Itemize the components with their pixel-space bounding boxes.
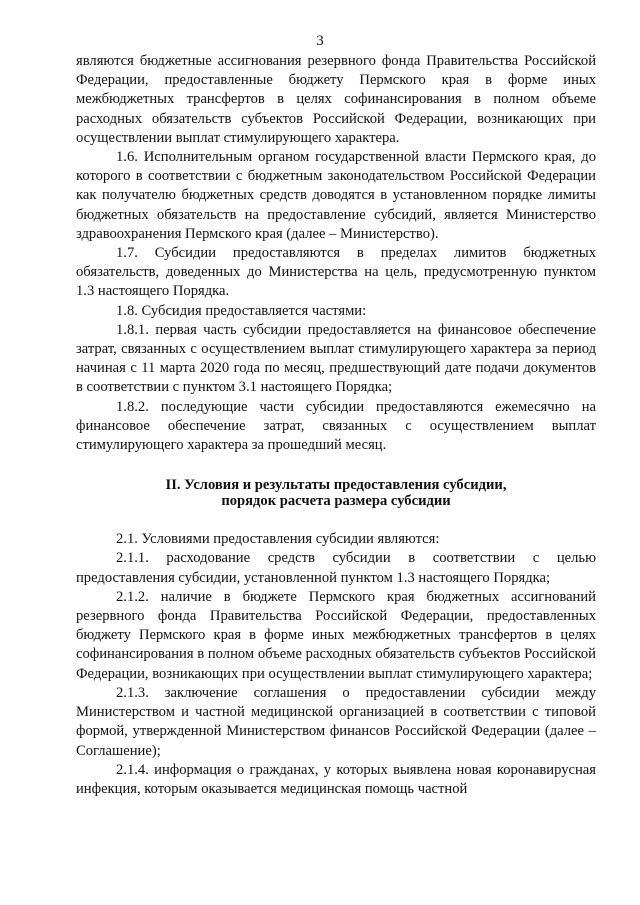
paragraph-continuation: являются бюджетные ассигнования резервного фонда Правительства Российской Федерации, предоставленные бюджету Пермского края в форме иных межбюджетных трансфертов в целях софинансирования в полном объеме расходных обязательств субъектов Российской Федерации, возникающих при осуществлении выплат стимулирующего характера. <box>76 53 596 146</box>
paragraph-2-1: 2.1. Условиями предоставления субсидии являются: <box>116 531 440 548</box>
paragraph-1-7: 1.7. Субсидии предоставляются в пределах лимитов бюджетных обязательств, доведенных до Министерства на цель, предусмотренную пунктом 1.3 настоящего Порядка. <box>76 245 596 300</box>
section-heading <box>76 477 596 509</box>
paragraph-1-8: 1.8. Субсидия предоставляется частями: <box>116 302 367 319</box>
paragraph-1-6: 1.6. Исполнительным органом государственной власти Пермского края, до которого в соответствии с бюджетным законодательством Российской Федерации как получателю бюджетных средств доводятся в установленном порядке лимиты бюджетных обязательств на предоставление субсидий, является Министерство здравоохранения Пермского края (далее – Министерство). <box>76 149 596 242</box>
section-heading-line-1: II. Условия и результаты предоставления субсидии, <box>165 477 507 494</box>
paragraph-1-8-2: 1.8.2. последующие части субсидии предоставляются ежемесячно на финансовое обеспечение затрат, связанных с осуществлением выплат стимулирующего характера за прошедший месяц. <box>76 398 596 454</box>
paragraph-2-1-2: 2.1.2. наличие в бюджете Пермского края бюджетных ассигнований резервного фонда Правительства Российской Федерации, предоставленных бюджету Пермского края в форме иных межбюджетных трансфертов в целях софинансирования в полном объеме расходных обязательств субъектов Российской Федерации, возникающих при осуществлении выплат стимулирующего характера; <box>76 588 596 682</box>
section-heading-line-2: порядок расчета размера субсидии <box>221 493 451 510</box>
paragraph-2-1-3: 2.1.3. заключение соглашения о предоставлении субсидии между Министерством и частной медицинской организацией в соответствии с типовой формой, утвержденной Министерством финансов Российской Федерации (далее – Соглашение); <box>76 684 596 759</box>
paragraph-2-1-1: 2.1.1. расходование средств субсидии в соответствии с целью предоставления субсидии, установленной пунктом 1.3 настоящего Порядка; <box>76 550 596 586</box>
paragraph-1-8-1: 1.8.1. первая часть субсидии предоставляется на финансовое обеспечение затрат, связанных с осуществлением выплат стимулирующего характера за период начиная с 11 марта 2020 года по месяц, предшествующий дате подачи документов в соответствии с пунктом 3.1 настоящего Порядка; <box>76 321 596 396</box>
page-number: 3 <box>316 33 324 49</box>
document-body <box>76 52 596 799</box>
paragraph-2-1-4: 2.1.4. информация о гражданах, у которых выявлена новая коронавирусная инфекция, которым оказывается медицинская помощь частной <box>76 761 596 797</box>
